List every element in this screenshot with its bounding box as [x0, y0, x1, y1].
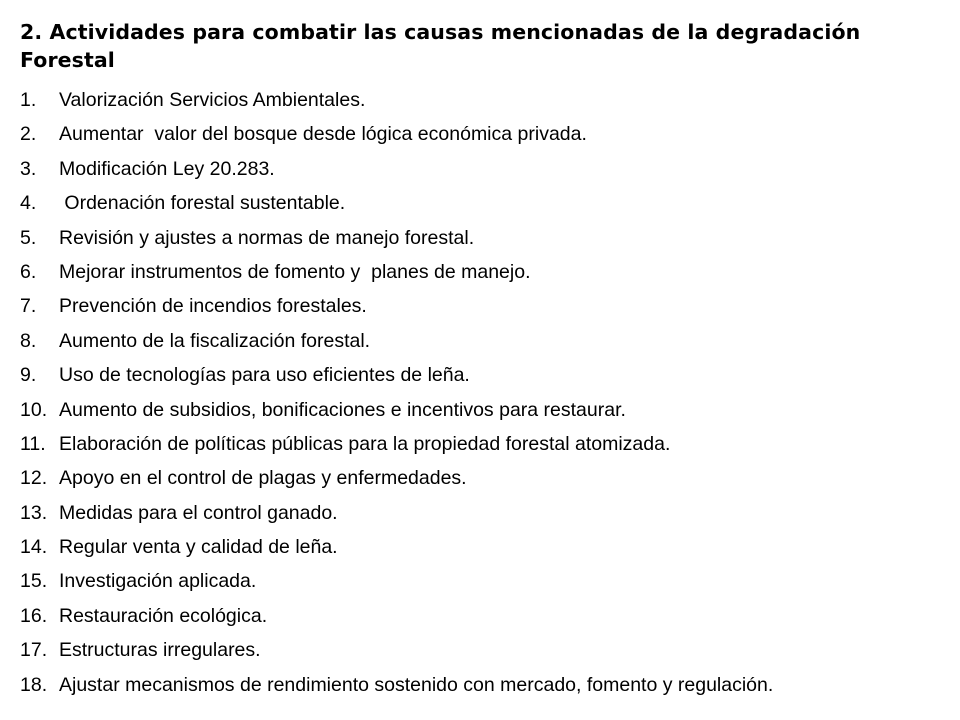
- list-item-number: 3.: [20, 157, 37, 180]
- slide-title: 2. Actividades para combatir las causas mencionadas de la degradación Forestal: [20, 20, 861, 72]
- list-item: [20, 122, 935, 156]
- list-item-text: Revisión y ajustes a normas de manejo forestal.: [59, 226, 475, 249]
- list-item: [20, 638, 935, 672]
- list-item: [20, 329, 935, 363]
- list-item: [20, 191, 935, 225]
- list-item-text: Medidas para el control ganado.: [59, 501, 338, 524]
- list-item-number: 12.: [20, 467, 48, 490]
- list-item: [20, 294, 935, 328]
- list-item-text: Elaboración de políticas públicas para la propiedad forestal atomizada.: [59, 432, 671, 455]
- list-item-number: 8.: [20, 329, 37, 352]
- list-item-text: Investigación aplicada.: [59, 570, 257, 593]
- list-item-number: 11.: [20, 432, 46, 455]
- list-item-text: Aumento de subsidios, bonificaciones e incentivos para restaurar.: [59, 398, 626, 421]
- list-item-number: 13.: [20, 501, 48, 524]
- list-item-text: Prevención de incendios forestales.: [59, 295, 367, 318]
- list-item-number: 17.: [20, 639, 48, 662]
- list-item-text: Mejorar instrumentos de fomento y planes de manejo.: [59, 260, 531, 283]
- list-item-text: Ajustar mecanismos de rendimiento sostenido con mercado, fomento y regulación.: [59, 673, 774, 696]
- list-item-text: Modificación Ley 20.283.: [59, 157, 275, 180]
- list-item: [20, 501, 935, 535]
- list-item-number: 5.: [20, 226, 37, 249]
- list-item: [20, 398, 935, 432]
- list-item-number: 2.: [20, 123, 37, 146]
- list-item-text: Estructuras irregulares.: [59, 639, 261, 662]
- list-item: [20, 569, 935, 603]
- list-item: [20, 226, 935, 260]
- list-item-text: Uso de tecnologías para uso eficientes de leña.: [59, 364, 470, 387]
- list-item-number: 10.: [20, 398, 48, 421]
- list-item: [20, 88, 935, 122]
- list-item-text: Apoyo en el control de plagas y enfermedades.: [59, 467, 467, 490]
- list-item: [20, 363, 935, 397]
- list-item: [20, 157, 935, 191]
- list-item-text: Aumento de la fiscalización forestal.: [59, 329, 371, 352]
- list-item-number: 15.: [20, 570, 48, 593]
- activity-list: [20, 88, 935, 707]
- list-item-text: Valorización Servicios Ambientales.: [59, 89, 366, 111]
- list-item: [20, 673, 935, 707]
- list-item: [20, 535, 935, 569]
- list-item-number: 4.: [20, 192, 37, 215]
- list-item-number: 9.: [20, 364, 37, 387]
- list-item-text: Ordenación forestal sustentable.: [59, 192, 346, 215]
- list-item: [20, 260, 935, 294]
- list-item-number: 7.: [20, 295, 37, 318]
- list-item: [20, 432, 935, 466]
- list-item-text: Regular venta y calidad de leña.: [59, 536, 338, 559]
- list-item: [20, 466, 935, 500]
- list-item-number: 6.: [20, 260, 37, 283]
- list-item-number: 1.: [20, 89, 37, 111]
- list-item-number: 16.: [20, 604, 48, 627]
- list-item-text: Restauración ecológica.: [59, 604, 268, 627]
- list-item-number: 14.: [20, 536, 48, 559]
- list-item-text: Aumentar valor del bosque desde lógica económica privada.: [59, 123, 587, 146]
- list-item-number: 18.: [20, 673, 48, 696]
- list-item: [20, 604, 935, 638]
